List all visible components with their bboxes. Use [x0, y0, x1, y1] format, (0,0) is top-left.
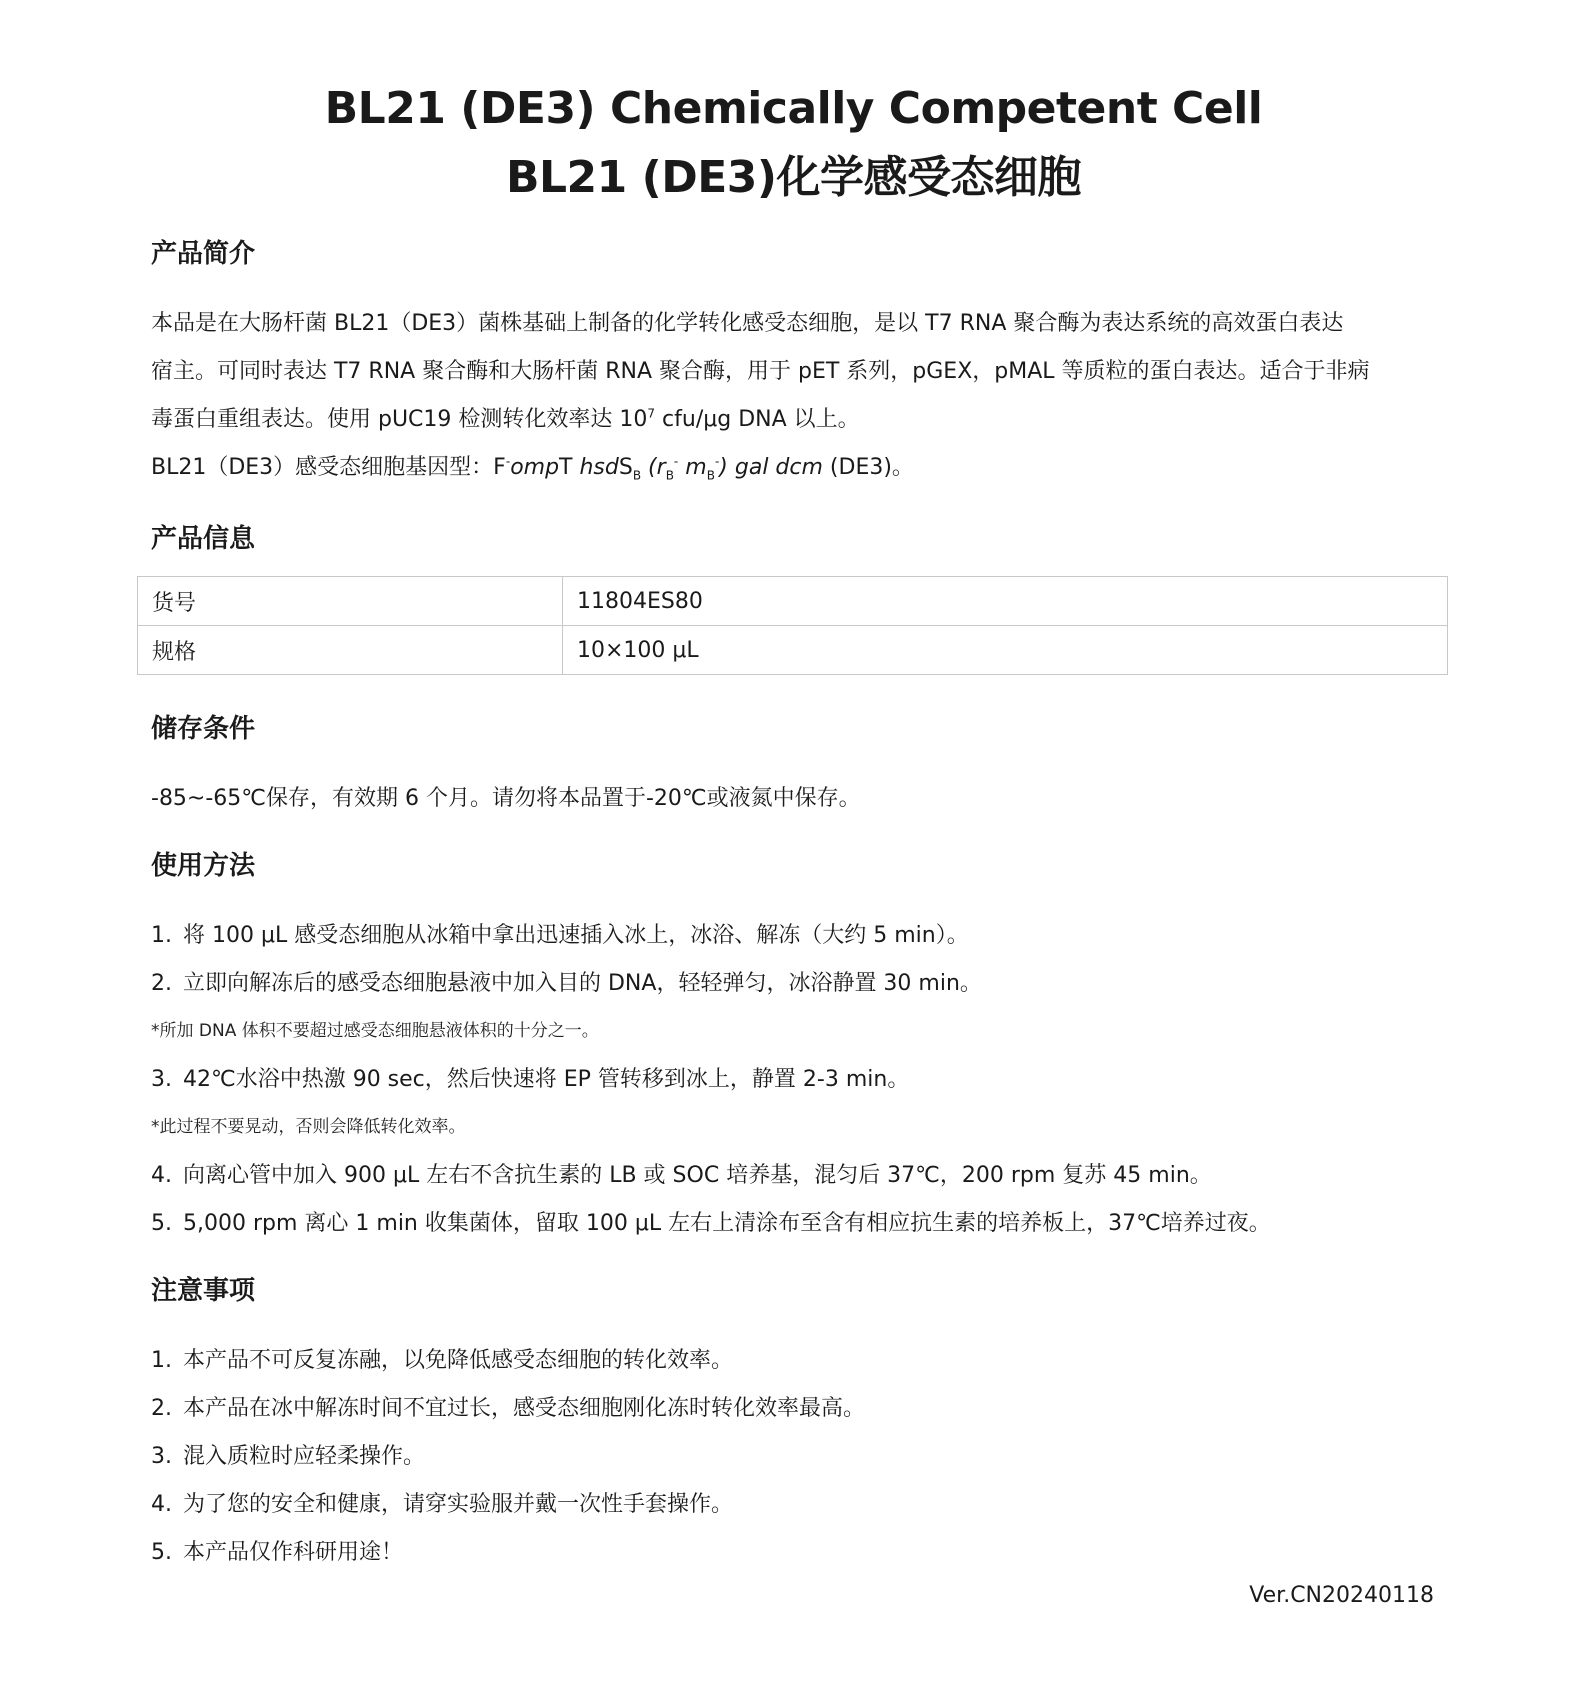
genotype-line: [151, 454, 914, 483]
step-number: 5.: [151, 1211, 172, 1236]
genotype-r-sub: B: [665, 468, 674, 483]
genotype-paren-close: ): [719, 455, 728, 480]
step-text: 5,000 rpm 离心 1 min 收集菌体，留取 100 μL 左右上清涂布至含有相应抗生素的培养板上，37℃培养过夜。: [183, 1211, 1271, 1236]
item-text: 本产品仅作科研用途！: [183, 1540, 404, 1565]
info-heading: 产品信息: [151, 524, 256, 554]
intro-line-1: 本品是在大肠杆菌 BL21（DE3）菌株基础上制备的化学转化感受态细胞，是以 T7 RNA 聚合酶为表达系统的高效蛋白表达: [151, 311, 1344, 336]
item-number: 2.: [151, 1396, 172, 1421]
product-info-table: [137, 576, 1448, 675]
genotype-omp: omp: [510, 455, 560, 480]
exponent: 7: [647, 406, 656, 421]
notes-item-4: [151, 1494, 733, 1516]
genotype-paren-open: (: [641, 455, 657, 480]
item-number: 3.: [151, 1444, 172, 1469]
item-number: 1.: [151, 1348, 172, 1373]
step-number: 2.: [151, 971, 172, 996]
item-number: 4.: [151, 1492, 172, 1517]
step-number: 4.: [151, 1163, 172, 1188]
genotype-f-minus: -: [505, 454, 511, 469]
title-english: BL21 (DE3) Chemically Competent Cell: [324, 83, 1263, 134]
step-text: 立即向解冻后的感受态细胞悬液中加入目的 DNA，轻轻弹匀，冰浴静置 30 min。: [183, 971, 982, 996]
intro-line-3-post: cfu/μg DNA 以上。: [655, 407, 860, 432]
intro-heading: 产品简介: [151, 239, 256, 269]
genotype-hsd-sub: B: [632, 468, 642, 483]
notes-item-3: [151, 1446, 425, 1468]
genotype-label: BL21（DE3）感受态细胞基因型：F: [151, 455, 506, 480]
item-text: 本产品在冰中解冻时间不宜过长，感受态细胞刚化冻时转化效率最高。: [183, 1396, 866, 1421]
genotype-omp-t: T: [559, 455, 580, 480]
usage-step-2: [151, 973, 982, 995]
storage-text: -85~-65℃保存，有效期 6 个月。请勿将本品置于-20℃或液氮中保存。: [151, 786, 861, 811]
table-cell-key: 规格: [138, 626, 563, 675]
intro-line-3-pre: 毒蛋白重组表达。使用 pUC19 检测转化效率达 10: [151, 407, 648, 432]
usage-note-1: *所加 DNA 体积不要超过感受态细胞悬液体积的十分之一。: [151, 1021, 599, 1041]
intro-line-3: [151, 406, 860, 432]
usage-step-4: [151, 1165, 1212, 1187]
usage-step-1: [151, 925, 969, 947]
genotype-tail: (DE3)。: [822, 455, 914, 480]
genotype-r-sup: -: [673, 454, 679, 469]
table-row: [138, 626, 1448, 675]
genotype-m-sub: B: [706, 468, 715, 483]
table-cell-value: 10×100 μL: [563, 626, 1448, 675]
version-label: Ver.CN20240118: [1249, 1583, 1434, 1608]
genotype-gal-dcm: gal dcm: [727, 455, 823, 480]
genotype-hsd-s: S: [618, 455, 633, 480]
step-number: 1.: [151, 923, 172, 948]
table-row: [138, 577, 1448, 626]
usage-note-2: *此过程不要晃动，否则会降低转化效率。: [151, 1117, 466, 1137]
table-cell-value: 11804ES80: [563, 577, 1448, 626]
notes-item-2: [151, 1398, 865, 1420]
notes-item-1: [151, 1350, 733, 1372]
genotype-m-sup: -: [714, 454, 720, 469]
notes-heading: 注意事项: [151, 1276, 256, 1306]
item-number: 5.: [151, 1540, 172, 1565]
step-text: 42℃水浴中热激 90 sec，然后快速将 EP 管转移到冰上，静置 2-3 min。: [183, 1067, 910, 1092]
notes-item-5: [151, 1542, 403, 1564]
item-text: 为了您的安全和健康，请穿实验服并戴一次性手套操作。: [183, 1492, 734, 1517]
table-cell-key: 货号: [138, 577, 563, 626]
step-text: 向离心管中加入 900 μL 左右不含抗生素的 LB 或 SOC 培养基，混匀后 37℃，200 rpm 复苏 45 min。: [183, 1163, 1212, 1188]
step-number: 3.: [151, 1067, 172, 1092]
intro-line-2: 宿主。可同时表达 T7 RNA 聚合酶和大肠杆菌 RNA 聚合酶，用于 pET 系列，pGEX，pMAL 等质粒的蛋白表达。适合于非病: [151, 359, 1370, 384]
genotype-m: m: [685, 455, 707, 480]
genotype-r: r: [656, 455, 666, 480]
title-chinese: BL21 (DE3)化学感受态细胞: [505, 152, 1082, 203]
step-text: 将 100 μL 感受态细胞从冰箱中拿出迅速插入冰上，冰浴、解冻（大约 5 min）。: [183, 923, 969, 948]
storage-heading: 储存条件: [151, 714, 256, 744]
usage-heading: 使用方法: [151, 851, 256, 881]
genotype-hsd: hsd: [579, 455, 619, 480]
usage-step-5: [151, 1213, 1271, 1235]
usage-step-3: [151, 1069, 909, 1091]
item-text: 本产品不可反复冻融，以免降低感受态细胞的转化效率。: [183, 1348, 734, 1373]
item-text: 混入质粒时应轻柔操作。: [183, 1444, 426, 1469]
